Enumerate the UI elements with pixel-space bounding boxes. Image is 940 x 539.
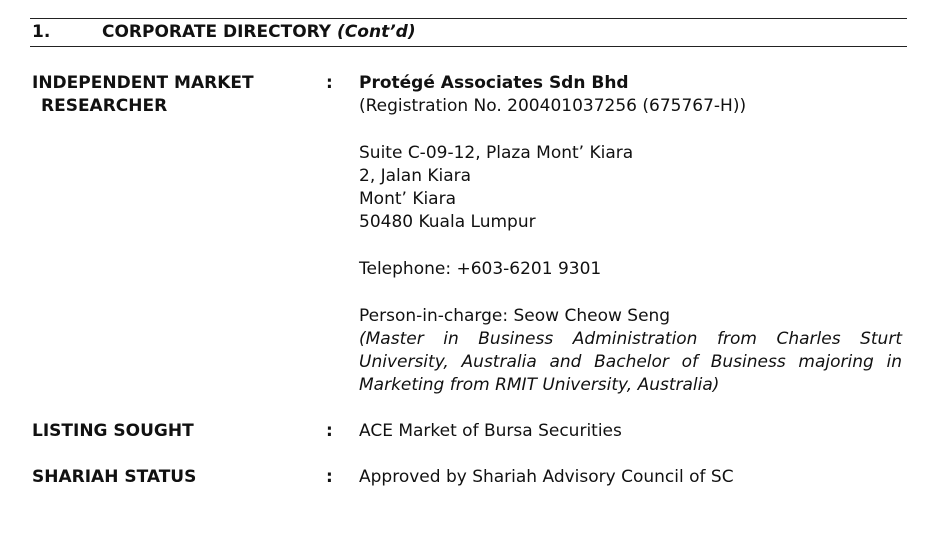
researcher-telephone: Telephone: +603-6201 9301 xyxy=(359,259,602,279)
top-rule xyxy=(30,18,907,19)
address-line-4: 50480 Kuala Lumpur xyxy=(359,212,536,232)
person-qualifications: (Master in Business Administration from Charles Sturt University, Australia and Bachelor of Business majoring in Marketing from RMIT University, Australia) xyxy=(359,329,902,395)
section-title: CORPORATE DIRECTORY xyxy=(102,22,332,42)
researcher-label xyxy=(32,72,312,118)
listing-colon: : xyxy=(326,421,333,441)
researcher-row xyxy=(32,72,907,402)
researcher-details xyxy=(359,72,902,397)
address-line-2: 2, Jalan Kiara xyxy=(359,166,472,186)
listing-label: LISTING SOUGHT xyxy=(32,421,194,441)
researcher-registration: (Registration No. 200401037256 (675767-H)) xyxy=(359,96,747,116)
listing-row xyxy=(32,420,907,444)
researcher-label-line1: INDEPENDENT MARKET xyxy=(32,73,254,93)
shariah-value: Approved by Shariah Advisory Council of SC xyxy=(359,467,734,487)
section-continued: (Cont’d) xyxy=(337,22,416,42)
researcher-colon: : xyxy=(326,73,333,93)
bottom-rule xyxy=(30,46,907,47)
person-in-charge: Person-in-charge: Seow Cheow Seng xyxy=(359,306,671,326)
address-line-1: Suite C-09-12, Plaza Mont’ Kiara xyxy=(359,143,634,163)
section-heading xyxy=(32,21,416,44)
shariah-row xyxy=(32,466,907,490)
listing-value: ACE Market of Bursa Securities xyxy=(359,421,622,441)
address-line-3: Mont’ Kiara xyxy=(359,189,457,209)
researcher-company: Protégé Associates Sdn Bhd xyxy=(359,73,629,93)
section-number: 1. xyxy=(32,22,51,42)
researcher-label-line2: RESEARCHER xyxy=(41,96,168,116)
shariah-label: SHARIAH STATUS xyxy=(32,467,197,487)
shariah-colon: : xyxy=(326,467,333,487)
